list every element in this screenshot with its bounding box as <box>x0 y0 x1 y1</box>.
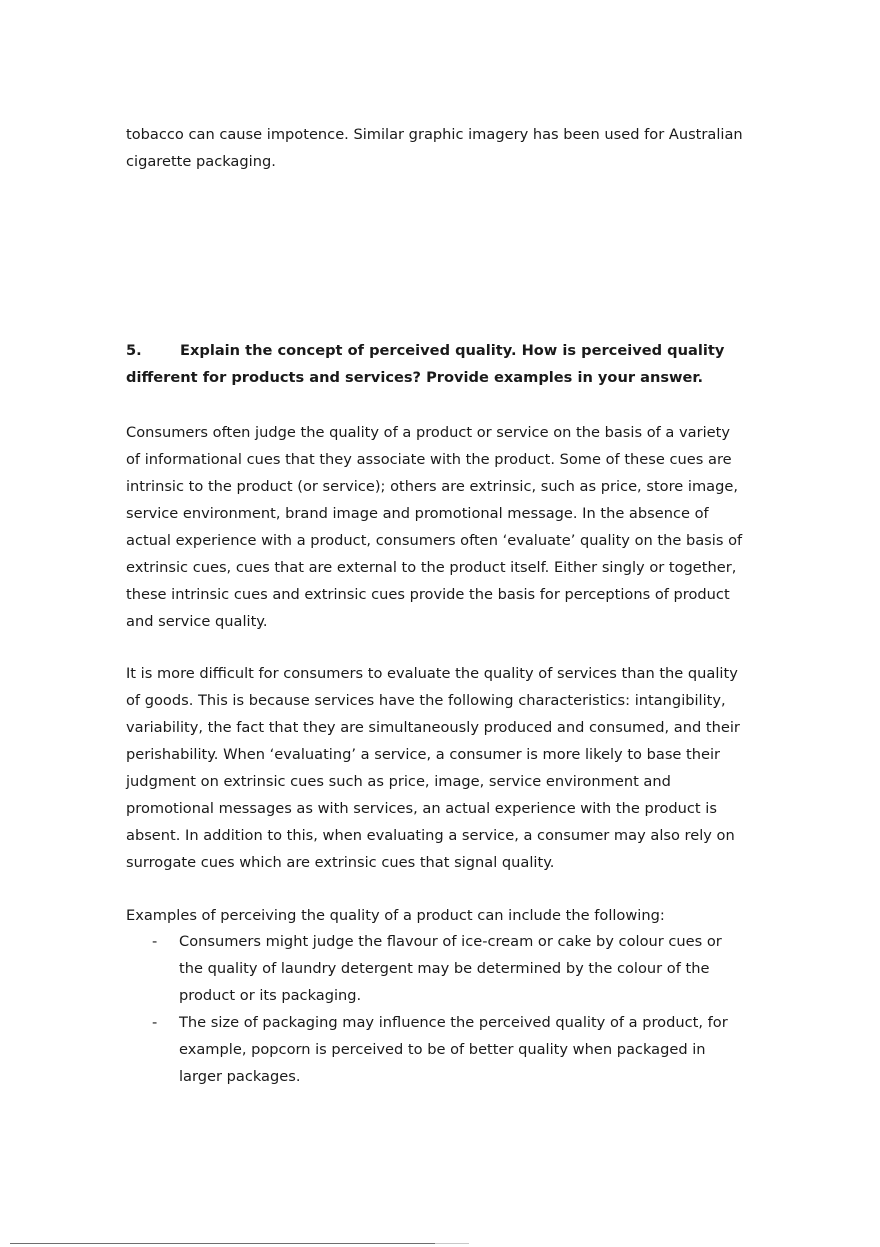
p1-line: service environment, brand image and promotional message. In the absence of <box>126 505 709 522</box>
question-line-2: different for products and services? Provide examples in your answer. <box>126 369 704 386</box>
item-line: example, popcorn is perceived to be of better quality when packaged in <box>179 1041 706 1058</box>
p2-line: variability, the fact that they are simultaneously produced and consumed, and their <box>126 719 740 736</box>
p2-line: surrogate cues which are extrinsic cues that signal quality. <box>126 854 555 871</box>
list-item <box>126 1009 766 1090</box>
intro-line-1: tobacco can cause impotence. Similar graphic imagery has been used for Australian <box>126 126 743 143</box>
p2-line: absent. In addition to this, when evaluating a service, a consumer may also rely on <box>126 827 735 844</box>
footer-divider <box>10 1243 435 1244</box>
item-line: Consumers might judge the flavour of ice-cream or cake by colour cues or <box>179 933 722 950</box>
p2-line: promotional messages as with services, an actual experience with the product is <box>126 800 717 817</box>
p2-line: of goods. This is because services have the following characteristics: intangibility, <box>126 692 726 709</box>
p1-line: and service quality. <box>126 613 268 630</box>
bullet-dash: - <box>152 933 158 950</box>
p1-line: intrinsic to the product (or service); others are extrinsic, such as price, store image, <box>126 478 738 495</box>
question-line-1: Explain the concept of perceived quality. How is perceived quality <box>180 342 725 359</box>
examples-list <box>126 928 766 1090</box>
bullet-dash: - <box>152 1014 158 1031</box>
examples-intro: Examples of perceiving the quality of a product can include the following: <box>126 907 665 924</box>
footer-divider-faint <box>435 1243 469 1244</box>
p2-line: perishability. When ‘evaluating’ a service, a consumer is more likely to base their <box>126 746 721 763</box>
list-item <box>126 928 766 1009</box>
item-line: larger packages. <box>179 1068 301 1085</box>
item-line: The size of packaging may influence the perceived quality of a product, for <box>179 1014 728 1031</box>
item-line: product or its packaging. <box>179 987 362 1004</box>
paragraph-services-quality <box>126 660 766 876</box>
p1-line: actual experience with a product, consumers often ‘evaluate’ quality on the basis of <box>126 532 743 549</box>
p2-line: judgment on extrinsic cues such as price, image, service environment and <box>126 773 671 790</box>
p1-line: of informational cues that they associate with the product. Some of these cues are <box>126 451 732 468</box>
p1-line: extrinsic cues, cues that are external to the product itself. Either singly or together, <box>126 559 737 576</box>
question-number: 5. <box>126 342 142 359</box>
question-heading <box>126 337 766 391</box>
item-line: the quality of laundry detergent may be determined by the colour of the <box>179 960 710 977</box>
intro-line-2: cigarette packaging. <box>126 153 276 170</box>
p1-line: Consumers often judge the quality of a product or service on the basis of a variety <box>126 424 730 441</box>
p2-line: It is more difficult for consumers to evaluate the quality of services than the quality <box>126 665 738 682</box>
paragraph-perceived-quality <box>126 419 766 635</box>
intro-paragraph <box>126 121 766 175</box>
p1-line: these intrinsic cues and extrinsic cues provide the basis for perceptions of product <box>126 586 730 603</box>
